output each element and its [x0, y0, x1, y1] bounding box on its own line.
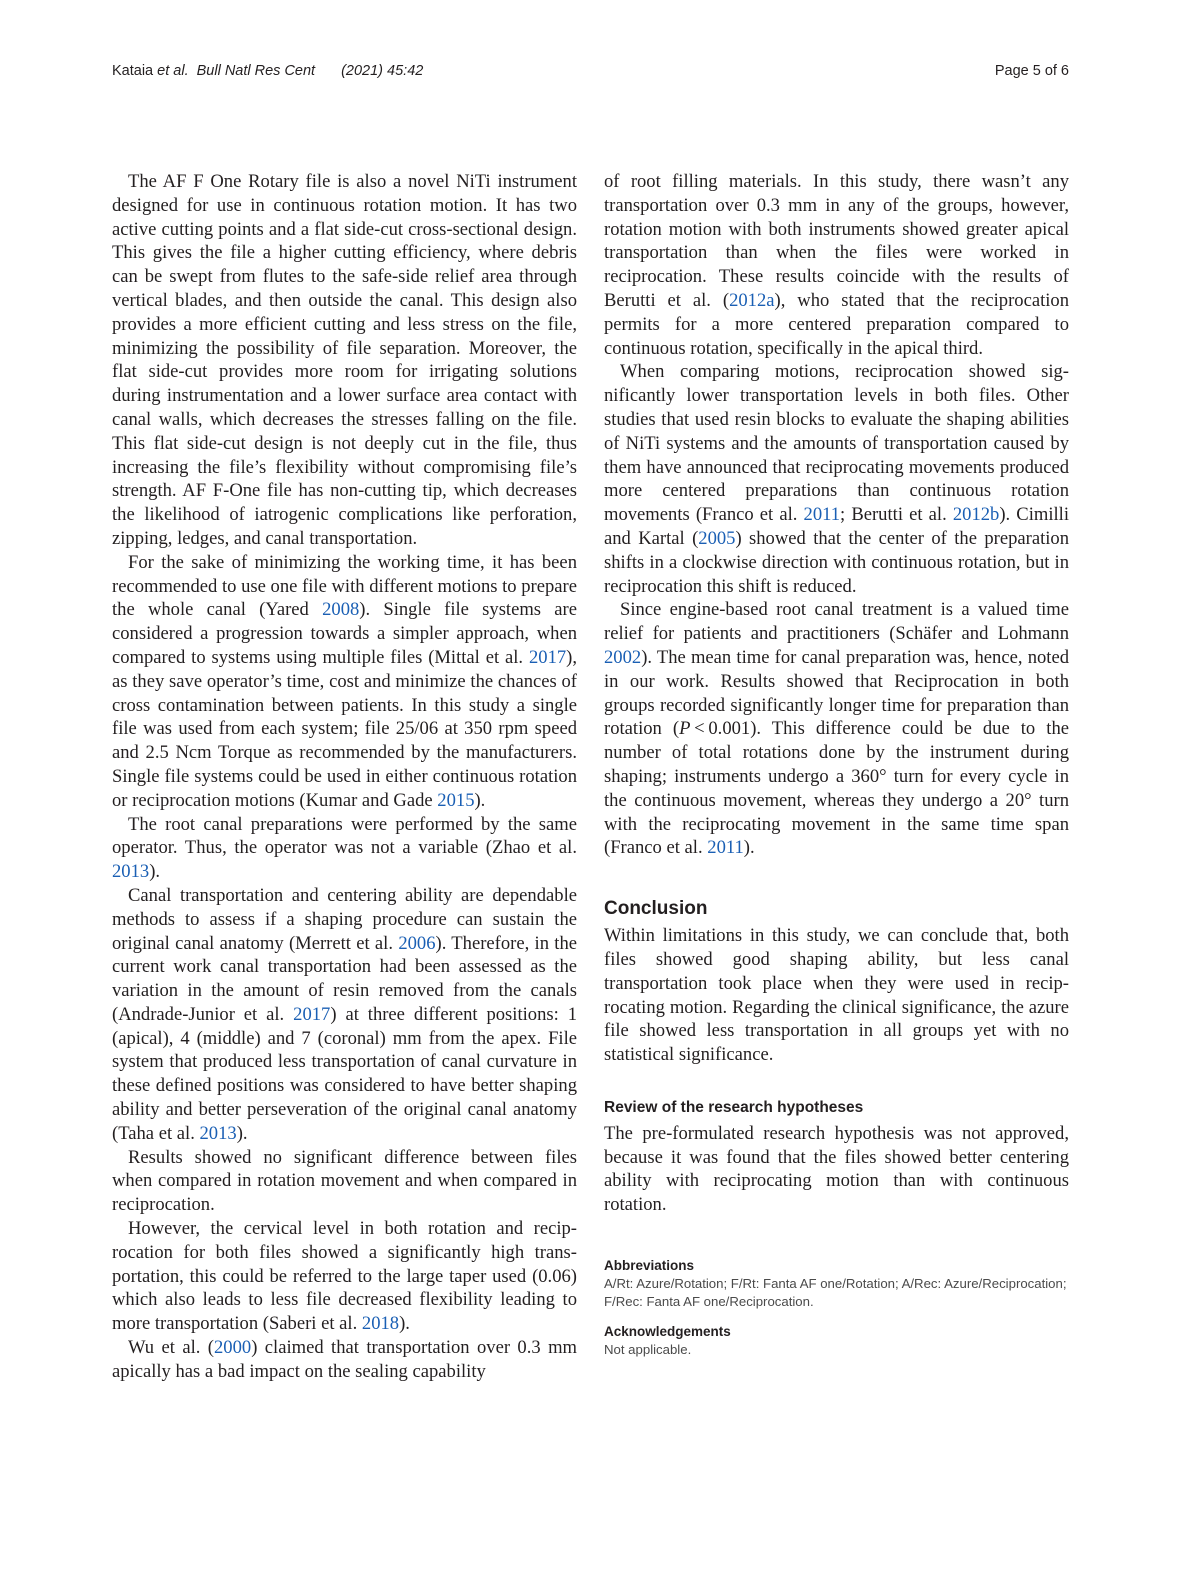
citation-link[interactable]: 2006: [398, 932, 436, 954]
paragraph: Results showed no significant difference between files when compared in rotation movement and when compared in reciprocation.: [112, 1146, 577, 1216]
paragraph: When comparing motions, reciprocation showed significantly lower transportation levels in both files. Other studies that used resin blocks to evaluate the shaping abilities of NiTi systems and the amounts of transportation caused by them have announced that reciprocating movements produced more centered preparations than continuous rotation movements (Franco et al. 2011; Berutti et al. 2012b). Cimilli and Kartal (2005) showed that the center of the preparation shifts in a clockwise direction with continuous rotation, but in reciprocation this shift is reduced.: [604, 361, 1069, 597]
page-number: Page 5 of 6: [994, 63, 1069, 79]
citation-link[interactable]: 2012b: [952, 504, 1000, 526]
conclusion-heading: Conclusion: [604, 898, 708, 920]
acknowledgements-section: [604, 1323, 1069, 1359]
paragraph: Wu et al. (2000) claimed that transportation over 0.3 mm apically has a bad impact on the sealing capability: [112, 1337, 578, 1382]
hypotheses-text: The pre-formulated research hypothesis was not approved, because it was found that the files showed better centering ability with reciprocating motion than with continuous rotation.: [604, 1122, 1069, 1216]
citation-link[interactable]: 2008: [322, 599, 360, 621]
paragraph: However, the cervical level in both rotation and reciprocation for both files showed a significantly high transportation, this could be referred to the large taper used (0.06) which also leads to less file decreased flexibility leading to more transportation (Saberi et al. 2018).: [112, 1218, 577, 1335]
citation-link[interactable]: 2000: [214, 1337, 252, 1359]
running-head-authors: Kataia: [112, 63, 154, 79]
citation-link[interactable]: 2012a: [729, 289, 775, 311]
citation-link[interactable]: 2017: [528, 646, 567, 668]
citation-link[interactable]: 2018: [361, 1313, 400, 1335]
citation-link[interactable]: 2013: [199, 1122, 237, 1144]
back-matter: [604, 1257, 1069, 1359]
abbreviations-text: A/Rt: Azure/Rotation; F/Rt: Fanta AF one/Rotation; A/Rec: Azure/Reciprocation; F/Rec: Fanta AF one/Reciprocation.: [604, 1276, 1067, 1310]
citation-link[interactable]: 2005: [698, 527, 736, 549]
running-head-etal: et al.: [157, 63, 189, 79]
hypotheses-heading: Review of the research hypotheses: [604, 1098, 864, 1116]
paragraph: For the sake of minimizing the working time, it has been recommended to use one file with different motions to prepare the whole canal (Yared 2008). Single file systems are considered a progression towards a simpler approach, when compared to systems using multiple files (Mittal et al. 2017), as they save operator’s time, cost and minimize the chances of cross contamination between patients. In this study a single file was used from each system; file 25/06 at 350 rpm speed and 2.5 Ncm Torque as recommended by the manufacturers. Single file systems could be used in either continuous rotation or reciprocation motions (Kumar and Gade 2015).: [112, 551, 577, 811]
running-head-year-volume: (2021) 45:42: [341, 63, 424, 79]
p-value-symbol: P: [679, 718, 691, 740]
paragraph: Canal transportation and centering ability are dependable methods to assess if a shaping procedure can sustain the original canal anatomy (Merrett et al. 2006). Therefore, in the current work canal transportation had been assessed as the variation in the amount of resin removed from the canals (Andrade-Junior et al. 2017) at three different positions: 1 (apical), 4 (middle) and 7 (coronal) mm from the apex. File system that produced less transportation of canal curvature in these defined positions was considered to have better shaping ability and better perseveration of the original canal anatomy (Taha et al. 2013).: [112, 884, 578, 1144]
paragraph: The AF F One Rotary file is also a novel NiTi instrument designed for use in continuous rotation motion. It has two active cutting points and a flat side-cut cross-sectional design. This gives the file a higher cutting efficiency, where debris can be swept from flutes to the safe-side relief area through vertical blades, and then outside the canal. This design also provides a more efficient cutting and less stress on the file, minimizing the possibility of file separation. Moreover, the flat side-cut provides more room for irrigating solutions during instrumentation and a lower surface area contact with canal walls, which decreases the stresses falling on the file. This flat side-cut design is not deeply cut in the file, thus increasing the file’s flexibility without compromising file’s strength. AF F-One file has non-cutting tip, which decreases the likelihood of iatrogenic complications like perforation, zipping, ledges, and canal transportation.: [112, 171, 577, 549]
left-column: [112, 170, 577, 1384]
citation-link[interactable]: 2013: [112, 861, 150, 883]
citation-link[interactable]: 2002: [604, 646, 642, 668]
citation-link[interactable]: 2011: [803, 504, 841, 526]
conclusion-text: Within limitations in this study, we can conclude that, both files showed good shaping ability, but less canal transportation took place when they were used in reciprocating motion. Regarding the clinical significance, the azure file showed less transportation in all groups yet with no statistical significance.: [604, 925, 1069, 1066]
citation-link[interactable]: 2011: [707, 837, 744, 859]
citation-link[interactable]: 2015: [437, 789, 475, 811]
acknowledgements-text: Not applicable.: [604, 1342, 692, 1358]
acknowledgements-heading: Acknowledgements: [604, 1324, 731, 1340]
running-head-journal: Bull Natl Res Cent: [196, 63, 316, 79]
abbreviations-heading: Abbreviations: [604, 1258, 695, 1274]
paragraph: Since engine-based root canal treatment is a valued time relief for patients and practitioners (Schäfer and Lohmann 2002). The mean time for canal preparation was, hence, noted in our work. Results showed that Reciprocation in both groups recorded significantly longer time for preparation than rotation (P < 0.001). This difference could be due to the number of total rotations done by the instrument during shaping; instruments undergo a 360° turn for every cycle in the continuous movement, whereas they undergo a 20° turn with the reciprocating movement in the same time span (Franco et al. 2011).: [604, 599, 1069, 859]
right-column: [604, 170, 1069, 1359]
paragraph: of root filling materials. In this study, there wasn’t any transportation over 0.3 mm in any of the groups, however, rotation motion with both instruments showed greater apical transportation than when the files were worked in reciprocation. These results coincide with the results of Berutti et al. (2012a), who stated that the reciprocation permits for a more centered preparation compared to continuous rotation, specifically in the apical third.: [604, 171, 1069, 359]
running-head-citation: [112, 63, 423, 79]
citation-link[interactable]: 2017: [293, 1003, 331, 1025]
abbreviations-section: [604, 1257, 1069, 1311]
paragraph: The root canal preparations were performed by the same operator. Thus, the operator was not a variable (Zhao et al. 2013).: [112, 813, 577, 883]
